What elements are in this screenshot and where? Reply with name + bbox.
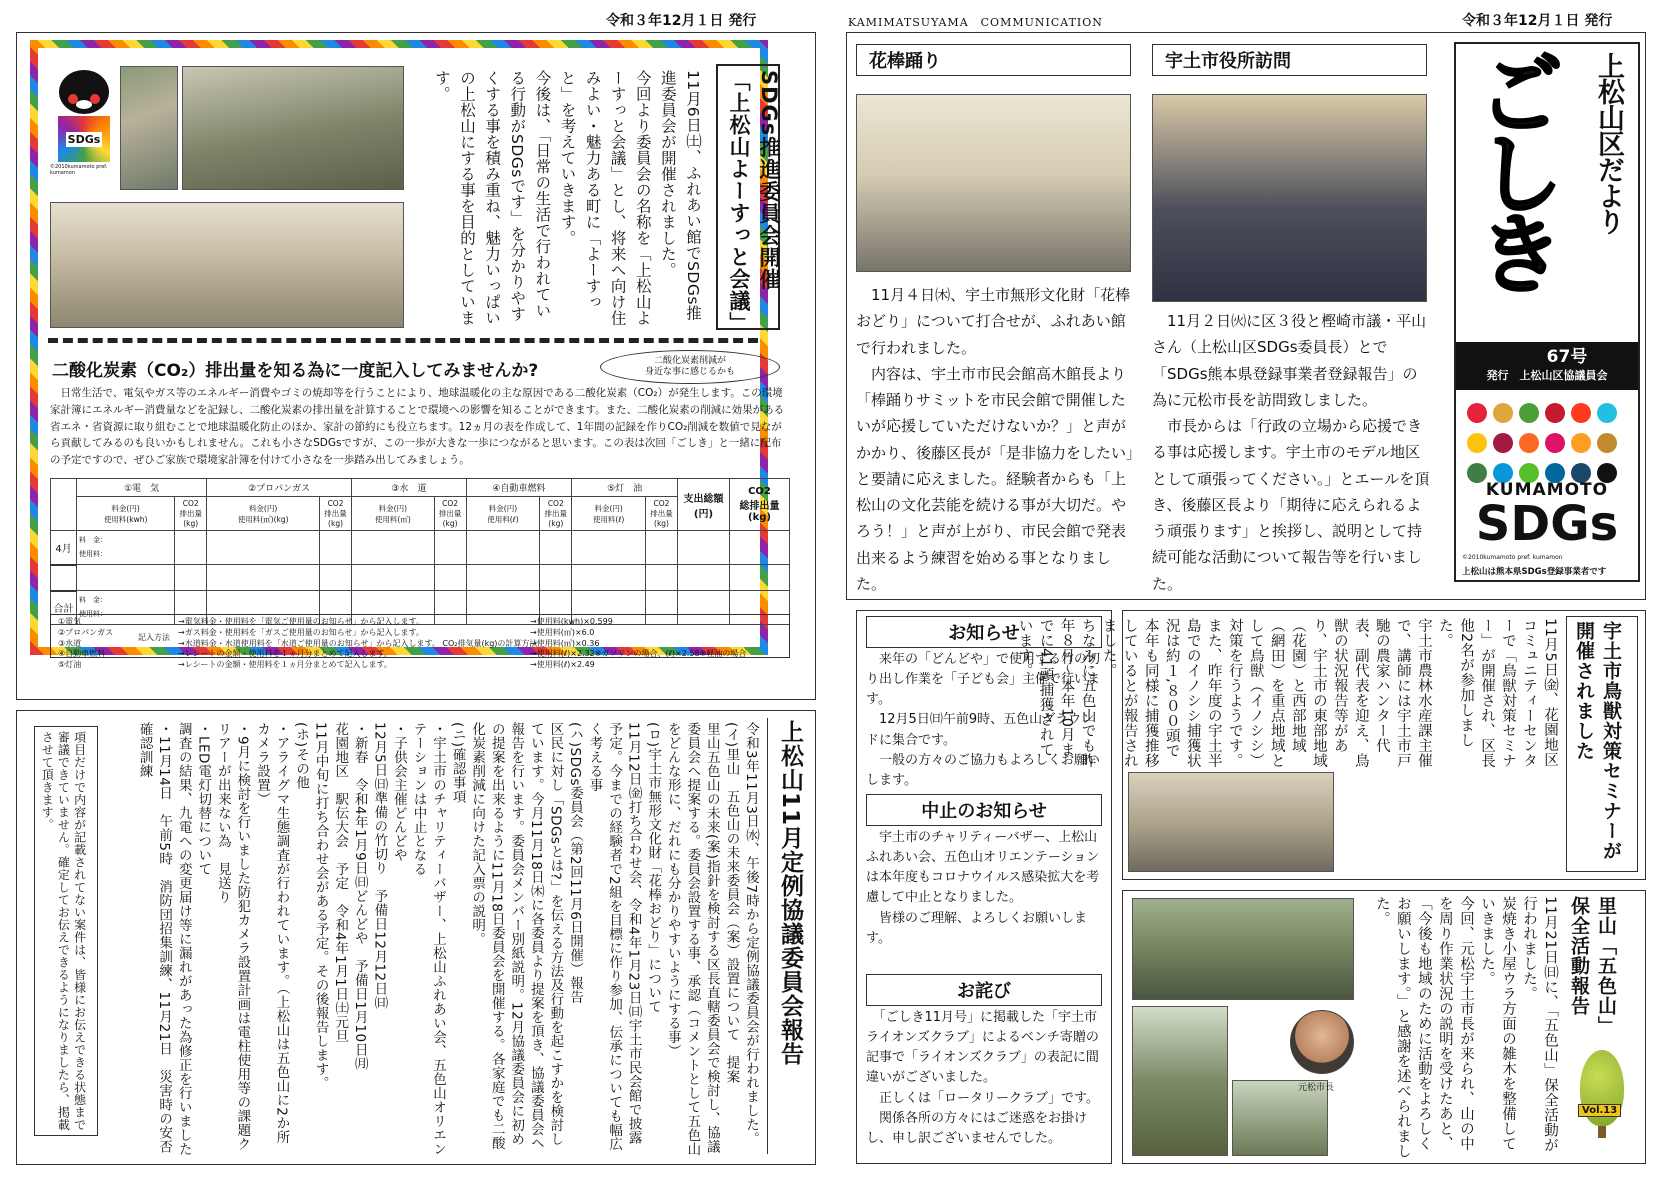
meeting-photo-hall bbox=[50, 202, 404, 328]
notes-method: 記入方法 bbox=[138, 633, 170, 642]
hanabo-body: 11月４日㈭、宇土市無形文化財「花棒おどり」について打合せが、ふれあい館で行われました。 内容は、宇土市市民会館高木館長より「棒踊りサミットを市民会館で開催したいが応援していただけないか？」と声がかかり、後藤区長が「是非協力をしたい」と要請に応えました。経験者からも「上松山の文化芸能を続ける事が大切だ。やろう！」と声が上がり、市民会館で発表出来るよう練習を始める事となりました。 bbox=[856, 286, 1134, 593]
masthead-subtitle: 上松山区だより bbox=[1593, 52, 1624, 234]
sub-propane: 料金(円) 使用料(㎥)(kg) bbox=[207, 497, 320, 531]
co2-body: 日常生活で、電気やガス等のエネルギー消費やゴミの焼却等を行うことにより、地球温暖化の主な原因である二酸化炭素（CO₂）が発生します。この環境家計簿にエネルギー消費量などを記録し、二酸化炭素の排出量を計算することで環境への影響を知ることができます。また、二酸化炭素の削減に効果がある省エネ・省資源に取り組むことで地球温暖化防止のほか、家計の節約にも役立ちます。12ヵ月の表を作成して、1年間の記録を作りCO₂削減を数値で見ながら貢献してみるのも良いかもしれません。これも小さなSDGsですが、この一歩が大きな一歩につながると思います。この表は次回「ごしき」と一緒に配布の予定ですので、ぜひご家族で環境家計簿を付けて小さなを一歩踏み出してみましょう。 bbox=[50, 387, 785, 467]
col-total-co2: CO2 総排出量 (kg) bbox=[730, 479, 790, 531]
sub-co2: CO2 排出量 (kg) bbox=[320, 497, 352, 531]
masthead-name: ごしき bbox=[1463, 48, 1566, 288]
sdgs-badge-text: SDGs bbox=[67, 132, 101, 146]
cityhall-photo bbox=[1152, 94, 1427, 302]
header-communication: KAMIMATSUYAMA COMMUNICATION bbox=[848, 16, 1103, 29]
masthead-credit: ©2010kumamoto pref. kumamon bbox=[1462, 554, 1563, 561]
apology-body: 「ごしき11月号」に掲載した「宇土市ライオンズクラブ」によるベンチ寄贈の記事で「ライオンズクラブ」の表記に間違いがございました。 正しくは「ロータリークラブ」です。 関係各所の方々にはご迷惑をお掛けし、申し訳ございませんでした。 bbox=[866, 1010, 1099, 1146]
sdgs-logo: SDGs bbox=[1475, 496, 1619, 552]
cityhall-title: 宇土市役所訪問 bbox=[1152, 44, 1427, 76]
issue-number: 67号 bbox=[1546, 347, 1588, 367]
satoyama-group-photo bbox=[1132, 898, 1354, 1000]
satoyama-title: 里山「五色山」 保全活動報告 bbox=[1568, 896, 1617, 1036]
masthead bbox=[1454, 42, 1640, 582]
co2-title: 二酸化炭素（CO₂）排出量を知る為に一度記入してみませんか? bbox=[52, 361, 539, 381]
co2-bubble: 二酸化炭素削減が 身近な事に感じるかも bbox=[600, 350, 780, 384]
satoyama-forest-photo bbox=[1132, 1006, 1228, 1156]
sub-co2: CO2 排出量 (kg) bbox=[540, 497, 572, 531]
issue-date-right: 令和３年12月１日 発行 bbox=[1462, 13, 1613, 29]
col-propane: ②プロパンガス bbox=[207, 479, 352, 497]
notes-text: →電気料金・使用料を「電気ご使用量のお知らせ」から記入します。 →ガス料金・使用料を「ガスご使用量のお知らせ」から記入します。 →水道料金・水道使用料を「水道ご使用量のお知らせ」から記入します。 CO₂排気量(kg)の計算方法 →レシートの金額・使用料を１ヵ月分まとめて記入します。 →レシートの金額・使用料を１ヵ月分まとめて記入します。 bbox=[178, 617, 538, 670]
notice-title: お知らせ bbox=[866, 616, 1102, 648]
sdgs-meeting-body: 11月6日㈯、ふれあい館でSDGs推進委員会が開催されました。 今回より委員会の名称を「上松山よーすっと会議」とし、将来へ向け住みよい・魅力ある町に「よーすっと」を考えていきます。 今後は、「日常の生活で行われている行動がSDGsです」を分かりやすくする事を積み重ね、魅力いっぱいの上松山にする事を目的としています。 bbox=[432, 70, 702, 326]
col-total-cost: 支出総額 (円) bbox=[678, 479, 730, 531]
sdgs-color-grid bbox=[1464, 400, 1634, 490]
notes-formula: →使用料(kwh)×0.599 →使用料(㎥)×6.0 →使用料(㎥)×0.36 →使用料(ℓ)×2.32※ガソリンの場合、(ℓ)×2.58※軽油の場合 →使用料(ℓ)×2.49 bbox=[530, 617, 747, 670]
satoyama-body: 11月21日㈰に、「五色山」保全活動が行われました。 炭焼き小屋ウラ方面の雑木を整備していきました。 今回、元松宇土市長が来られ、山の中を周り作業状況の説明を受けたあと、「今後も地域のために活動をよろしくお願いします。」と感謝を述べられました。 bbox=[1373, 896, 1558, 1159]
col-fuel: ④自動車燃料 bbox=[466, 479, 572, 497]
sub-fuel: 料金(円) 使用料(ℓ) bbox=[466, 497, 540, 531]
council-note: 項目だけで内容が記載されてない案件は、皆様にお伝えできる状態まで審議できていません。確定してお伝えできるようになりましたら、掲載させて頂きます。 bbox=[40, 731, 87, 1131]
wildlife-body: 11月5日㈮、花園地区コミュニティーセンターで「鳥獣対策セミナー」が開催され、区長他2名が参加しました。 宇土市農林水産課主催で、講師には宇土市戸馳の農家ハンター代表、副代表を迎え、鳥獣の状況報告等があり、宇土市の東部地域（花園）と西部地域（網田）を重点地域として鳥獣（イノシシ）対策を行うようです。 また、昨年度の宇土半島でのイノシシ捕獲状況は約１,８００頭で本年も同様に捕獲推移しているとが報告されました。 ちなみに五色山でも昨年８月～本年10月までに41頭捕獲されています。 bbox=[1016, 618, 1558, 768]
co2-household-table bbox=[50, 478, 790, 625]
meeting-photo-audience bbox=[182, 66, 404, 190]
kumamon-mascot bbox=[50, 70, 118, 190]
meeting-photo-speaker bbox=[120, 66, 178, 190]
row-total: 合計 bbox=[51, 591, 77, 625]
sdgs-meeting-title-box bbox=[716, 64, 781, 334]
mayor-caption: 元松市長 bbox=[1298, 1083, 1335, 1093]
cityhall-body: 11月２日㈫に区３役と樫崎市議・平山さん（上松山区SDGs委員長）とで「SDGs熊本県登録事業者登録報告」の為に元松市長を訪問致しました。 市長からは「行政の立場から応援できる事は応援します。宇土市のモデル地区として頑張ってください。」とエールを頂き、後藤区長より「期待に応えられるよう頑張ります」と挨拶し、説明として持続可能な活動について報告等を行いました。 bbox=[1152, 312, 1430, 593]
masthead-publisher: 発行 上松山区協議員会 bbox=[1486, 369, 1608, 382]
cancel-body: 宇土市のチャリティーバザー、上松山ふれあい会、五色山オリエンテーションは本年度もコロナウイルス感染拡大を考慮して中止となりました。 皆様のご理解、よろしくお願いします。 bbox=[866, 830, 1100, 946]
vol-label: Vol.13 bbox=[1578, 1104, 1621, 1117]
satoyama-title-box bbox=[1566, 896, 1638, 1046]
council-title: 上松山11月定例協議委員会報告 bbox=[777, 720, 803, 1067]
row-label-fee: 料 金： bbox=[79, 596, 107, 605]
section-divider bbox=[48, 338, 758, 343]
notes-items: ①電気 ②プロパンガス ③水道 ④自動車燃料 ⑤灯油 bbox=[58, 617, 114, 670]
col-water: ③水 道 bbox=[352, 479, 467, 497]
hanabo-title: 花棒踊り bbox=[856, 44, 1131, 76]
wildlife-photo bbox=[1128, 772, 1334, 872]
wildlife-title: 宇土市鳥獣対策セミナーが 開催されました bbox=[1573, 621, 1622, 861]
notice-body: 来年の「どんどや」で使用する竹の切り出し作業を「子ども会」主催で行います。 12月5日㈰午前9時、五色山グラウンドに集合です。 一般の方々のご協力もよろしくお願いします。 bbox=[866, 652, 1101, 788]
row-label-fee: 料 金： bbox=[79, 536, 107, 545]
council-title-box bbox=[767, 718, 807, 1154]
sub-co2: CO2 排出量 (kg) bbox=[434, 497, 466, 531]
sub-co2: CO2 排出量 (kg) bbox=[175, 497, 207, 531]
row-label-usage: 使用料： bbox=[79, 549, 107, 558]
council-note-box bbox=[34, 726, 98, 1136]
issue-date-left: 令和３年12月１日 発行 bbox=[606, 13, 757, 29]
col-kerosene: ⑤灯 油 bbox=[572, 479, 678, 497]
sub-electricity: 料金(円) 使用料(kwh) bbox=[77, 497, 175, 531]
sub-kerosene: 料金(円) 使用料(ℓ) bbox=[572, 497, 646, 531]
hanabo-photo bbox=[856, 94, 1131, 272]
col-electricity: ①電 気 bbox=[77, 479, 207, 497]
apology-title: お詫び bbox=[866, 974, 1102, 1006]
mayor-portrait bbox=[1290, 1010, 1354, 1074]
row-label-usage: 使用料： bbox=[79, 609, 107, 618]
sub-co2: CO2 排出量 (kg) bbox=[646, 497, 678, 531]
sub-water: 料金(円) 使用料(㎥) bbox=[352, 497, 435, 531]
kumamon-credit: ©2010kumamoto pref. kumamon bbox=[50, 164, 108, 176]
kumamoto-label: KUMAMOTO bbox=[1485, 480, 1609, 500]
council-body: 令和3年11月3日㈬、午後7時から定例協議委員会が行われました。 (イ)里山 五色山の未来委員会（案）設置について 提案 里山五色山の未来(案)指針を検討する区長直轄委員会で検討し、協議委員会へ提案する。委員会設置する事、承認（コメントとして五色山をどんな形に、だれにも分かりやすいようにする事） (ロ)宇土市無形文化財「花棒おどり」について 11月12日㈮打ち合わせ会、令和4年1月23日㈰宇土市民会館で披露予定。今までの経験者で2組を目標に作り参加、伝承についても幅広く考える事 (ハ)SDGs委員会（第2回11月6日開催）報告 区民に対し「SDGsとは?」を伝える方法及行動を起こすかを検討しています。今月11月18日㈭に各委員より提案を頂き、協議委員会へ報告を行います。委員会メンバー別紙説明。12月協議委員会に初めの提案を出来るように11月18日委員会を開催する。各家庭でも二酸化炭素削減に向けた記入票の説明。 (ニ)確認事項 ・宇土市のチャリティーバザー、上松山ふれあい会、五色山オリエンテーションは中止となる ・子供会主催どんどや 12月5日㈰準備の竹切り 予備日12月12日㈰ ・新春 令和4年1月9日㈰どんどや 予備日1月10日㈪ 花園地区 駅伝大会 予定 令和4年1月1日㈯元旦 11月中旬に打ち合わせ会がある予定。その後報告します。 (ホ)その他 ・アライグマ生態調査が行われています。（上松山は五色山に2か所 カメラ設置） ・9月に検討を行いました防犯カメラ設置計画は電柱使用等の課題クリアーが出来ない為 見送り ・LED電灯切替について 調査の結果、九電への変更届け等に漏れがあった為修正を行いました ・11月14日 午前5時 消防団招集訓練、11月21日 災害時の安否確認訓練 bbox=[136, 722, 759, 1156]
cancel-title: 中止のお知らせ bbox=[866, 794, 1102, 826]
tree-icon bbox=[1572, 1050, 1632, 1156]
wildlife-title-box bbox=[1566, 616, 1638, 872]
row-april: 4月 bbox=[51, 531, 77, 565]
masthead-footer: 上松山は熊本県SDGs登録事業者です bbox=[1462, 567, 1607, 577]
sdgs-meeting-title: SDGs推進委員会開催 「上松山よーすっと会議」 bbox=[727, 70, 781, 334]
